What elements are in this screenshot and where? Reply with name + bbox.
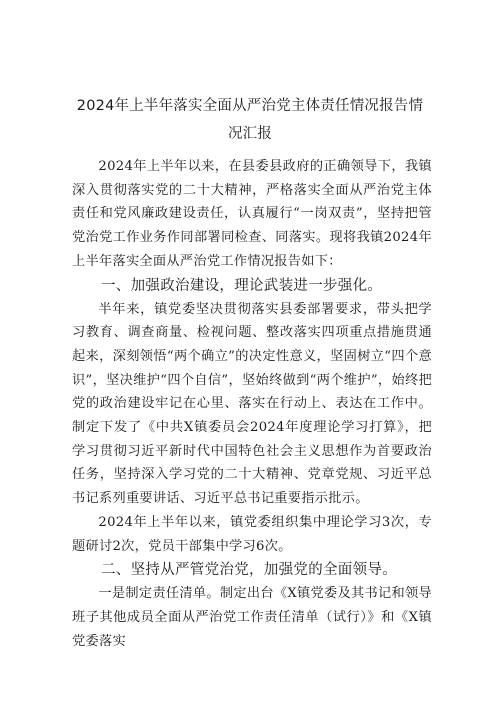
title-line-2: 况汇报 (227, 126, 273, 142)
document-body (72, 155, 432, 653)
study-stats-paragraph: 2024年上半年以来，镇党委组织集中理论学习3次，专题研讨2次，党员干部集中学习6次。 (72, 514, 432, 554)
section-2-paragraph: 一是制定责任清单。制定出台《X镇党委及其书记和领导班子其他成员全面从严治党工作责任清单（试行）》和《X镇党委落实 (72, 586, 432, 649)
document-title (60, 92, 440, 148)
title-line-1: 2024年上半年落实全面从严治党主体责任情况报告情 (76, 98, 424, 114)
section-1-paragraph: 半年来，镇党委坚决贯彻落实县委部署要求，带头把学习教育、调查商量、检视问题、整改落实四项重点措施贯通起来，深刻领悟“两个确立”的决定性意义，坚固树立“四个意识”，坚决维护“四个自信”，坚始终做到“两个维护”，始终把党的政治建设牢记在心里、落实在行动上、表达在工作中。制定下发了《中共X镇委员会2024年度理论学习打算》，把学习贯彻习近平新时代中国特色社会主义思想作为首要政治任务，坚持深入学习党的二十大精神、党章党规、习近平总书记系列重要讲话、习近平总书记重要指示批示。 (72, 301, 432, 507)
section-heading-1: 一、加强政治建设，理论武装进一步强化。 (101, 277, 383, 294)
section-heading-2: 二、坚持从严管党治党，加强党的全面领导。 (101, 562, 397, 579)
intro-paragraph: 2024年上半年以来，在县委县政府的正确领导下，我镇深入贯彻落实党的二十大精神，严格落实全面从严治党主体责任和党风廉政建设责任，认真履行“一岗双责”，坚持把管党治党工作业务作同部署同检查、同落实。现将我镇2024年上半年落实全面从严治党工作情况报告如下： (72, 159, 432, 269)
